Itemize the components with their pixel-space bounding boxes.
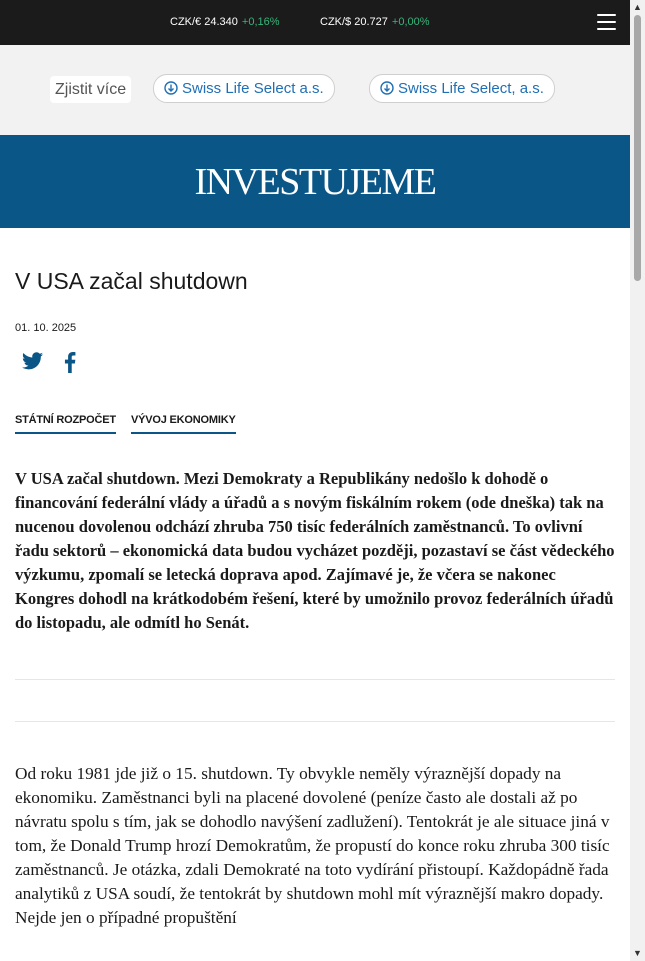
divider	[15, 679, 615, 680]
rate-usd-pair: CZK/$	[320, 16, 352, 28]
rate-eur-pair: CZK/€	[170, 16, 202, 28]
scrollbar[interactable]	[630, 0, 645, 961]
rate-eur-value: 24.340	[204, 16, 238, 28]
tag-state-budget[interactable]: STÁTNÍ ROZPOČET	[15, 414, 116, 434]
learn-more-button[interactable]: Zjistit více	[50, 76, 131, 103]
company-chip[interactable]	[369, 74, 555, 103]
scroll-up-arrow-icon[interactable]: ▲	[633, 2, 642, 12]
rate-eur-change: +0,16%	[241, 16, 280, 28]
hamburger-menu-icon[interactable]	[597, 14, 616, 30]
scroll-down-arrow-icon[interactable]: ▼	[633, 948, 642, 958]
company-chip-label: Swiss Life Select a.s.	[182, 80, 324, 97]
facebook-share-icon[interactable]	[64, 352, 76, 378]
divider	[15, 721, 615, 722]
twitter-share-icon[interactable]	[22, 352, 43, 375]
article-date: 01. 10. 2025	[15, 322, 77, 334]
article-body: Od roku 1981 jde již o 15. shutdown. Ty obvykle neměly výraznější dopady na ekonomiku. Zaměstnanci byli na placené dovolené (peníze často ale dostali až po návratu spolu s tím, jak se dohodlo navýšení zadlužení). Tentokrát je ale situace jiná v tom, že Donald Trump hrozí Demokratům, že propustí do konce roku zhruba 300 tisíc zaměstnanců. Je otázka, zdali Demokraté na toto vydírání přistoupí. Každopádně řada analytiků z USA soudí, že tentokrát by shutdown mohl mít výraznější makro dopady. Nejde jen o případné propuštění	[15, 764, 610, 927]
company-chip-label: Swiss Life Select, a.s.	[398, 80, 544, 97]
rate-usd-change: +0,00%	[391, 16, 430, 28]
rate-usd	[320, 16, 430, 28]
rate-eur	[170, 16, 280, 28]
currency-ticker-bar	[0, 0, 630, 45]
rate-usd-value: 20.727	[354, 16, 388, 28]
company-link-icon	[164, 81, 178, 95]
brand-header	[0, 135, 630, 228]
company-chip[interactable]	[153, 74, 335, 103]
tag-economy-development[interactable]: VÝVOJ EKONOMIKY	[131, 414, 236, 434]
scrollbar-thumb[interactable]	[634, 15, 641, 281]
site-logo[interactable]: INVESTUJEME	[194, 161, 436, 203]
company-tags-bar	[0, 45, 630, 135]
company-link-icon	[380, 81, 394, 95]
article-title: V USA začal shutdown	[15, 268, 248, 294]
article-perex: V USA začal shutdown. Mezi Demokraty a Republikány nedošlo k dohodě o financování federální vlády a úřadů a s novým fiskálním rokem (ode dneška) tak na nucenou dovolenou odchází zhruba 750 tisíc federálních zaměstnanců. To ovlivní řadu sektorů – ekonomická data budou vycházet později, pozastaví se část vědeckého výzkumu, zpomalí se letecká doprava apod. Zajímavé je, že včera se nakonec Kongres dohodl na krátkodobém řešení, které by umožnilo provoz federálních úřadů do listopadu, ale odmítl ho Senát.	[15, 469, 615, 632]
